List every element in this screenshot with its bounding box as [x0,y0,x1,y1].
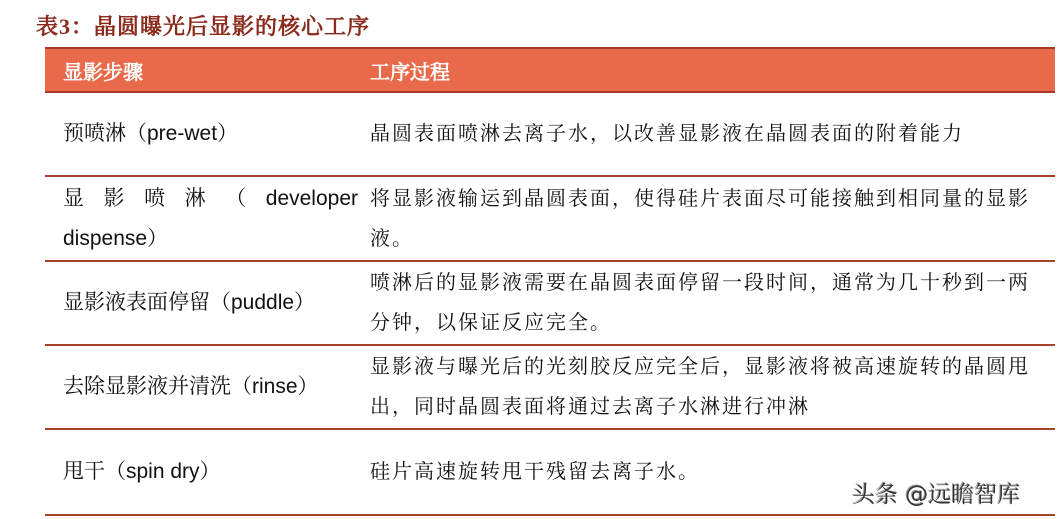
step-cell: 显影喷淋（developer dispense） [63,186,358,250]
table-row [45,346,1055,430]
process-cell: 喷淋后的显影液需要在晶圆表面停留一段时间，通常为几十秒到一两分钟，以保证反应完全。 [370,272,1030,334]
step-cell: 甩干（spin dry） [63,460,221,483]
header-step: 显影步骤 [63,61,143,84]
header-process: 工序过程 [370,61,450,84]
table-row [45,93,1055,177]
step-cell: 去除显影液并清洗（rinse） [63,375,319,398]
process-cell: 显影液与曝光后的光刻胶反应完全后，显影液将被高速旋转的晶圆甩出，同时晶圆表面将通过去离子水淋进行冲淋 [370,356,1030,418]
process-cell: 晶圆表面喷淋去离子水，以改善显影液在晶圆表面的附着能力 [370,123,964,145]
step-cell: 预喷淋（pre-wet） [63,122,239,145]
table-row [45,262,1055,346]
table-header [45,47,1055,93]
process-table [45,47,1055,516]
step-cell: 显影液表面停留（puddle） [63,291,316,314]
watermark: 头条 @远瞻智库 [852,482,1021,508]
table-row [45,177,1055,262]
process-cell: 将显影液输运到晶圆表面，使得硅片表面尽可能接触到相同量的显影液。 [370,187,1030,250]
table-title: 表3：晶圆曝光后显影的核心工序 [36,14,371,39]
process-cell: 硅片高速旋转甩干残留去离子水。 [370,461,700,483]
